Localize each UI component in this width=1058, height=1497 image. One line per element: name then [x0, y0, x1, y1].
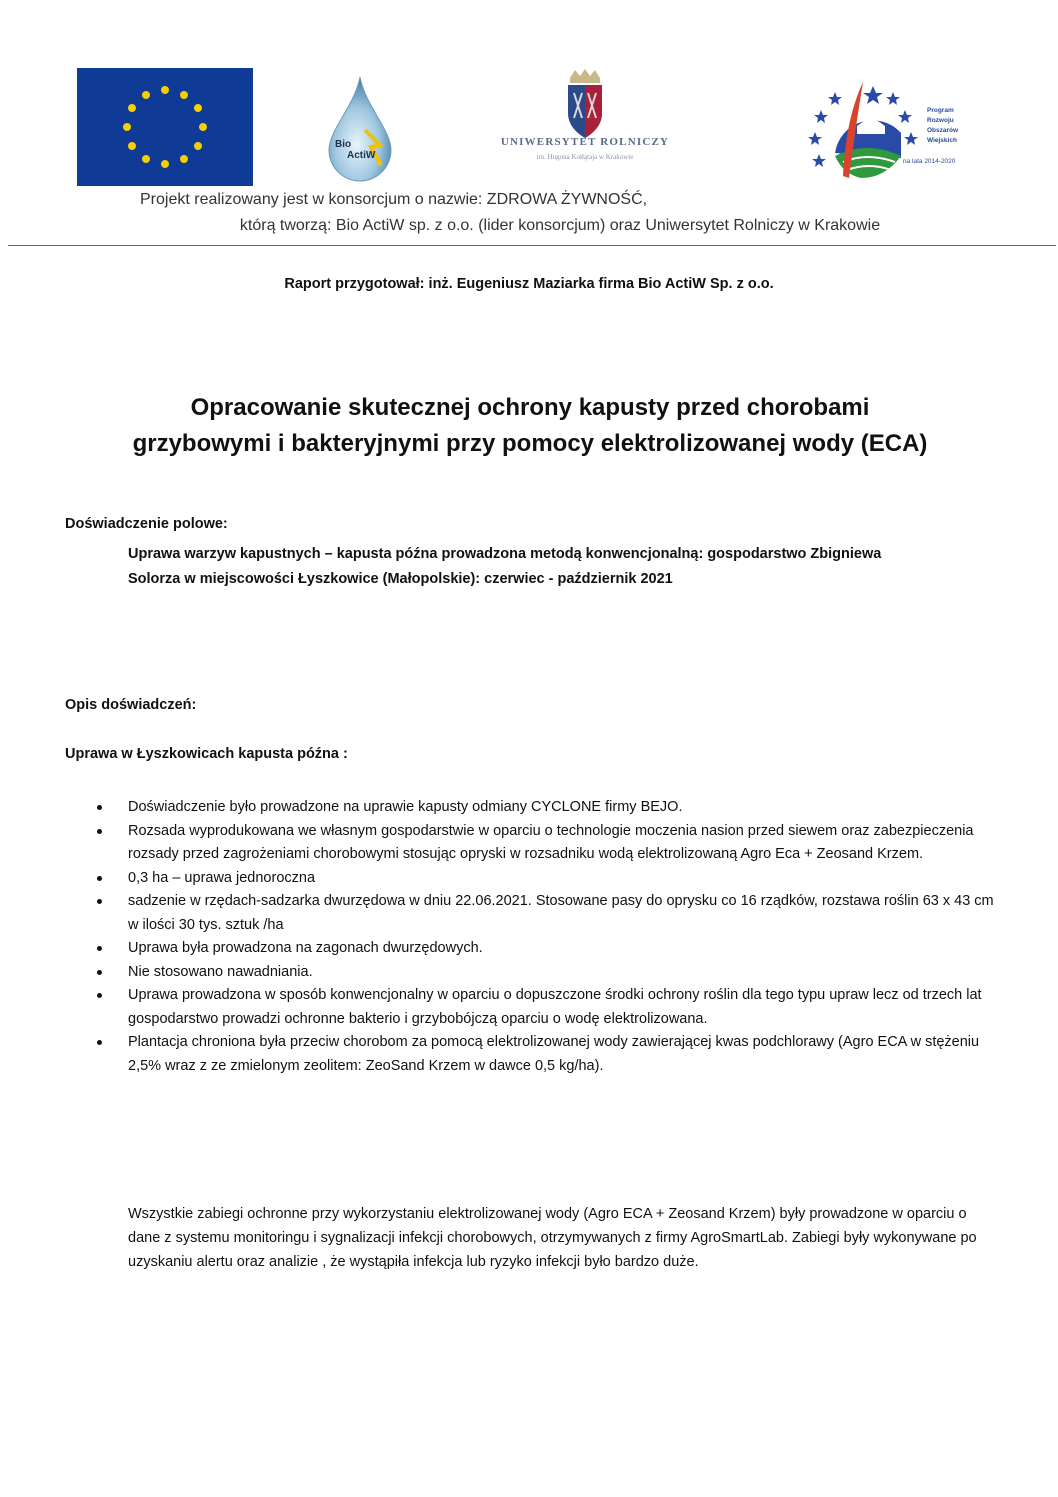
bullet-icon	[97, 899, 102, 904]
list-item: Uprawa była prowadzona na zagonach dwurzędowych.	[97, 937, 997, 961]
list-item: Rozsada wyprodukowana we własnym gospodarstwie w oparciu o technologie moczenia nasion przed siewem oraz zabezpieczenia rozsady przed zagrożeniami chorobowymi stosując opryski w rozsadniku wodą elektrolizowaną Agro Eca + Zeosand Krzem.	[97, 820, 997, 867]
consortium-line-2: którą tworzą: Bio ActiW sp. z o.o. (lider konsorcjum) oraz Uniwersytet Rolniczy w Krakowie	[239, 217, 881, 234]
bullet-icon	[97, 805, 102, 810]
university-subtitle: im. Hugona Kołłątaja w Krakowie	[536, 153, 634, 161]
list-item: Doświadczenie było prowadzone na uprawie kapusty odmiany CYCLONE firmy BEJO.	[97, 796, 997, 820]
eu-flag-logo	[77, 68, 253, 186]
eu-stars-icon	[77, 68, 253, 186]
bio-actiw-logo	[325, 75, 395, 185]
experiment-bullet-list	[97, 796, 997, 1078]
prow-logo	[805, 78, 995, 183]
prow-emblem-icon	[805, 78, 925, 183]
closing-paragraph: Wszystkie zabiegi ochronne przy wykorzystaniu elektrolizowanej wody (Agro ECA + Zeosand Krzem) były prowadzone w oparciu o dane z systemu monitoringu i sygnalizacji infekcji chorobowych, otrzymywanych z firmy AgroSmartLab. Zabiegi były wykonywane po uzyskaniu alertu oraz analizie , że wystąpiła infekcja lub ryzyko infekcji było bardzo duże.	[128, 1206, 977, 1270]
prepared-by: Raport przygotował: inż. Eugeniusz Maziarka firma Bio ActiW Sp. z o.o.	[284, 276, 774, 292]
bullet-icon	[97, 829, 102, 834]
svg-text:ActiW: ActiW	[347, 150, 376, 161]
list-item: 0,3 ha – uprawa jednoroczna	[97, 867, 997, 891]
header-divider	[8, 245, 1056, 246]
field-experiment-text: Uprawa warzyw kapustnych – kapusta późna prowadzona metodą konwencjonalną: gospodarstwo Zbigniewa Solorza w miejscowości Łyszkowice (Małopolskie): czerwiec - październik 2021	[128, 546, 882, 587]
prow-years: na lata 2014-2020	[903, 158, 956, 165]
bullet-icon	[97, 993, 102, 998]
document-title: Opracowanie skutecznej ochrony kapusty przed chorobami grzybowymi i bakteryjnymi przy pomocy elektrolizowanej wody (ECA)	[132, 394, 928, 457]
consortium-line-1: Projekt realizowany jest w konsorcjum o nazwie: ZDROWA ŻYWNOŚĆ,	[140, 191, 648, 208]
list-item: sadzenie w rzędach-sadzarka dwurzędowa w dniu 22.06.2021. Stosowane pasy do oprysku co 16 rządków, rozstawa roślin 63 x 43 cm w ilości 30 tys. sztuk /ha	[97, 890, 997, 937]
cultivation-label: Uprawa w Łyszkowicach kapusta późna :	[65, 746, 348, 762]
bullet-icon	[97, 1040, 102, 1045]
list-item: Plantacja chroniona była przeciw chorobom za pomocą elektrolizowanej wody zawierającej kwas podchlorawy (Agro ECA w stężeniu 2,5% wraz z ze zmielonym zeolitem: ZeoSand Krzem w dawce 0,5 kg/ha).	[97, 1031, 997, 1078]
university-logo	[480, 68, 690, 168]
bullet-icon	[97, 946, 102, 951]
bullet-icon	[97, 970, 102, 975]
university-name: UNIWERSYTET ROLNICZY	[500, 136, 670, 148]
svg-text:Bio: Bio	[335, 139, 352, 150]
university-crest-icon	[562, 68, 608, 140]
prow-program-name: Program Rozwoju Obszarów Wiejskich	[927, 107, 959, 144]
list-item: Nie stosowano nawadniania.	[97, 961, 997, 985]
list-item: Uprawa prowadzona w sposób konwencjonalny w oparciu o dopuszczone środki ochrony roślin dla tego typu upraw lecz od trzech lat gospodarstwo prowadzi ochronne bakterio i grzybobójczą oparciu o wodę elektrolizowana.	[97, 984, 997, 1031]
bullet-icon	[97, 876, 102, 881]
description-label: Opis doświadczeń:	[65, 697, 197, 713]
field-experiment-label: Doświadczenie polowe:	[65, 516, 228, 532]
